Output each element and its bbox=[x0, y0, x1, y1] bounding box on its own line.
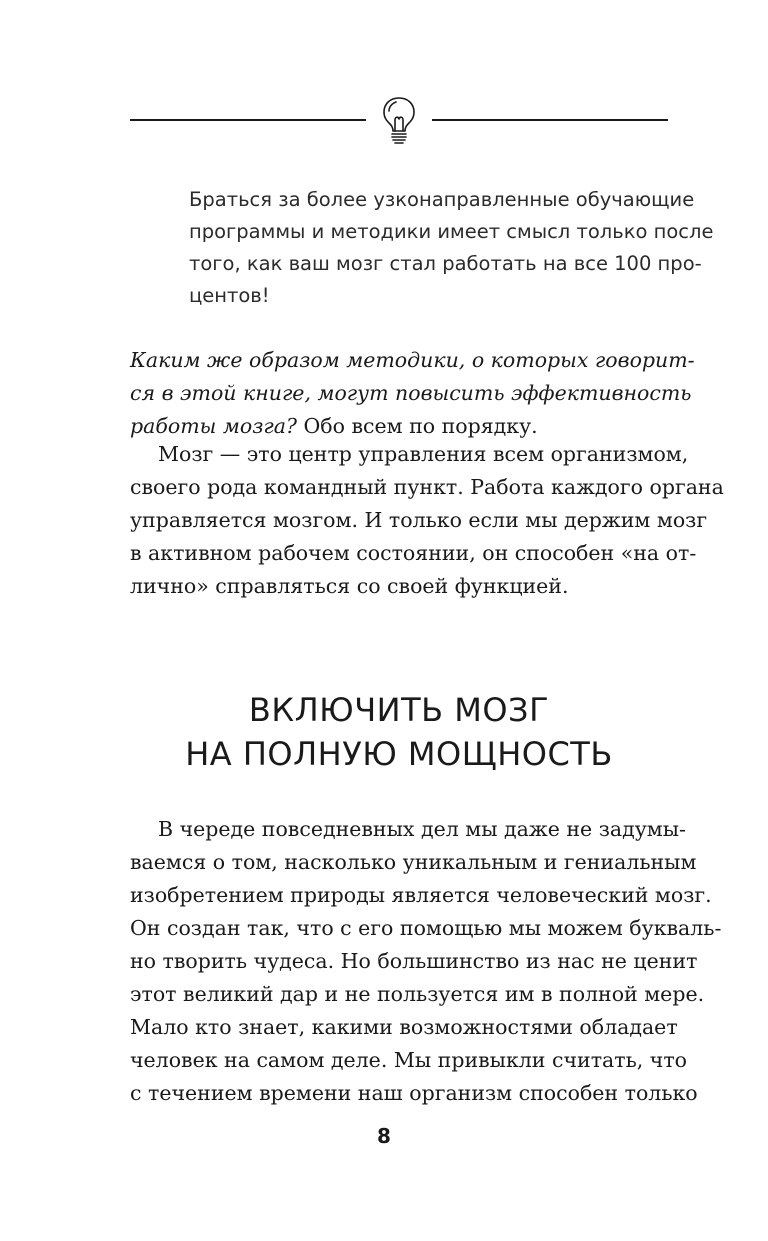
paragraph-line: но творить чудеса. Но большинство из нас не ценит bbox=[130, 949, 698, 973]
paragraph-line: этот великий дар и не пользуется им в полной мере. bbox=[130, 982, 705, 1006]
note-line: Браться за более узконаправленные обучающие bbox=[189, 188, 695, 211]
italic-text: ся в этой книге, могут повысить эффективность bbox=[130, 381, 692, 405]
italic-text: Каким же образом методики, о которых говорит- bbox=[130, 348, 695, 372]
paragraph-line: с течением времени наш организм способен только bbox=[130, 1081, 698, 1105]
note-box bbox=[189, 184, 714, 312]
note-line: центов! bbox=[189, 284, 270, 307]
note-line: программы и методики имеет смысл только после bbox=[189, 220, 714, 243]
lightbulb-icon bbox=[377, 92, 421, 148]
paragraph-line: своего рода командный пункт. Работа каждого органа bbox=[130, 475, 724, 499]
paragraph-line: В череде повседневных дел мы даже не задумы- bbox=[158, 817, 686, 841]
paragraph-line: лично» справляться со своей функцией. bbox=[130, 574, 569, 598]
paragraph-line: управляется мозгом. И только если мы держим мозг bbox=[130, 508, 708, 532]
paragraph-brain-center bbox=[130, 438, 724, 603]
heading-line: ВКЛЮЧИТЬ МОЗГ bbox=[248, 691, 550, 729]
paragraph-everyday bbox=[130, 813, 722, 1110]
paragraph-question bbox=[130, 344, 695, 443]
page-number: 8 bbox=[377, 1124, 391, 1148]
paragraph-line: в активном рабочем состоянии, он способен «на от- bbox=[130, 541, 697, 565]
note-line: того, как ваш мозг стал работать на все 100 про- bbox=[189, 252, 702, 275]
divider-rule-right bbox=[432, 119, 668, 121]
paragraph-line: Он создан так, что с его помощью мы можем букваль- bbox=[130, 916, 722, 940]
plain-text: Обо всем по порядку. bbox=[296, 414, 538, 438]
heading-line: НА ПОЛНУЮ МОЩНОСТЬ bbox=[185, 735, 613, 773]
paragraph-line bbox=[130, 344, 695, 377]
paragraph-line: ваемся о том, насколько уникальным и гениальным bbox=[130, 850, 697, 874]
paragraph-line: изобретением природы является человеческий мозг. bbox=[130, 883, 712, 907]
italic-text: работы мозга? bbox=[130, 414, 297, 438]
section-heading bbox=[130, 688, 668, 776]
paragraph-line: человек на самом деле. Мы привыкли считать, что bbox=[130, 1048, 688, 1072]
paragraph-line bbox=[130, 377, 692, 410]
paragraph-line: Мало кто знает, какими возможностями обладает bbox=[130, 1015, 678, 1039]
paragraph-line: Мозг — это центр управления всем организмом, bbox=[158, 442, 689, 466]
divider-rule-left bbox=[130, 119, 366, 121]
section-divider bbox=[130, 92, 668, 148]
